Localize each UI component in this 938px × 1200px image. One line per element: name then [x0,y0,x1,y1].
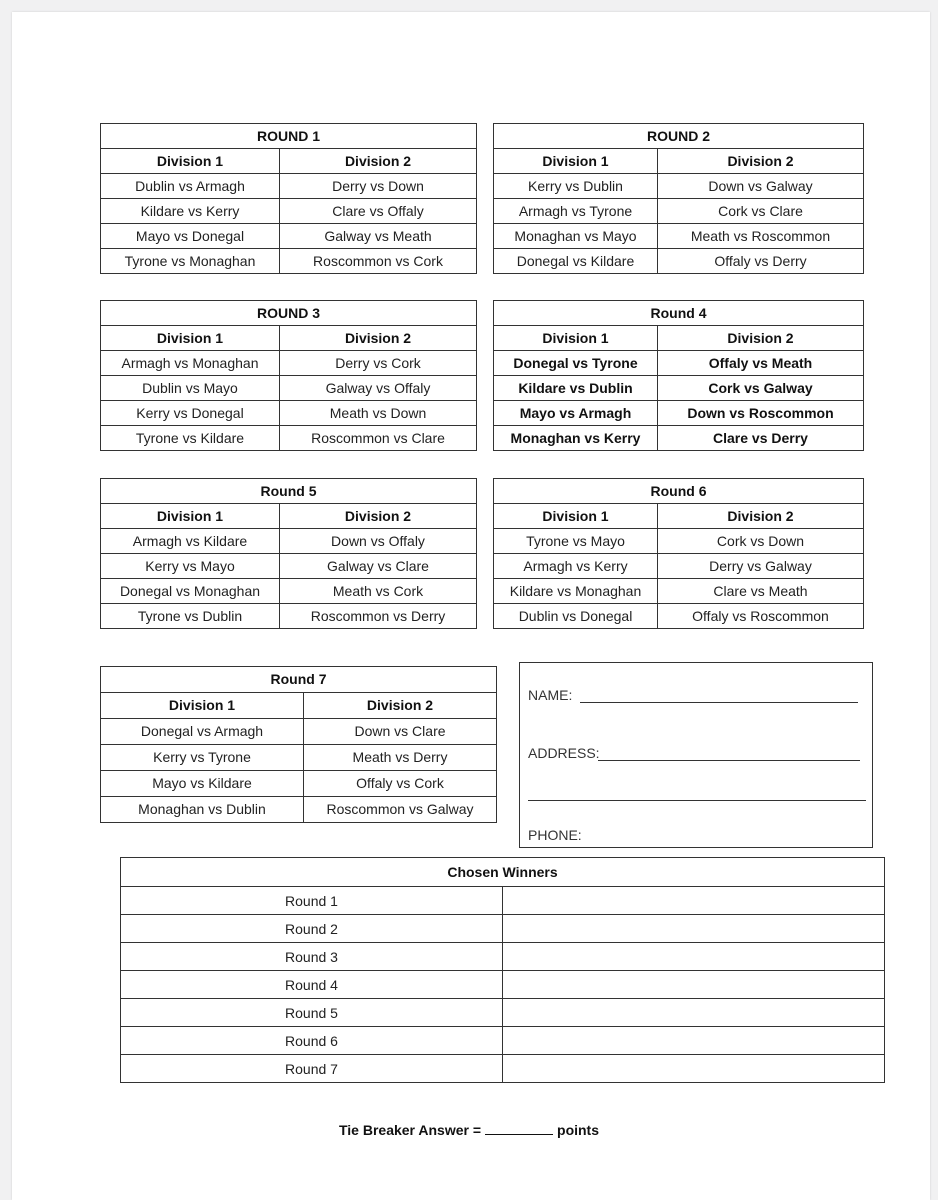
winner-entry-cell[interactable] [503,971,885,999]
fixture-div2: Down vs Offaly [280,529,477,554]
fixture-div2: Offaly vs Meath [658,351,864,376]
winner-entry-cell[interactable] [503,999,885,1027]
fixture-div1: Mayo vs Kildare [101,771,304,797]
fixture-row [101,529,477,554]
tie-breaker-answer-field[interactable] [485,1122,553,1135]
round-title: Round 7 [101,667,497,693]
fixture-div1: Tyrone vs Kildare [101,426,280,451]
fixture-row [494,604,864,629]
fixture-div2: Roscommon vs Cork [280,249,477,274]
winner-round-label: Round 1 [121,887,503,915]
winner-row [121,999,885,1027]
fixture-row [101,426,477,451]
fixture-div2: Down vs Roscommon [658,401,864,426]
fixture-div1: Donegal vs Monaghan [101,579,280,604]
fixture-div1: Dublin vs Armagh [101,174,280,199]
round-title: ROUND 3 [101,301,477,326]
winner-row [121,1055,885,1083]
fixture-row [101,797,497,823]
winner-row [121,915,885,943]
fixture-div2: Meath vs Derry [304,745,497,771]
fixture-row [101,604,477,629]
tie-breaker [0,1122,938,1138]
fixture-div2: Offaly vs Cork [304,771,497,797]
name-field[interactable] [580,702,858,703]
fixture-div1: Mayo vs Armagh [494,401,658,426]
winner-row [121,1027,885,1055]
fixture-div1: Kerry vs Mayo [101,554,280,579]
fixture-row [101,174,477,199]
round-title: Round 5 [101,479,477,504]
fixture-div2: Offaly vs Roscommon [658,604,864,629]
fixture-div2: Offaly vs Derry [658,249,864,274]
fixture-div1: Monaghan vs Mayo [494,224,658,249]
phone-label: PHONE: [528,827,582,843]
fixture-row [494,401,864,426]
fixture-row [101,719,497,745]
address-field[interactable] [598,760,860,761]
fixture-row [494,529,864,554]
name-label: NAME: [528,687,573,703]
fixture-row [494,351,864,376]
fixture-div1: Donegal vs Tyrone [494,351,658,376]
division-2-header: Division 2 [280,326,477,351]
winner-entry-cell[interactable] [503,915,885,943]
address-label: ADDRESS: [528,745,600,761]
fixture-row [101,401,477,426]
round-title: ROUND 2 [494,124,864,149]
fixture-div1: Tyrone vs Dublin [101,604,280,629]
division-2-header: Division 2 [280,149,477,174]
division-2-header: Division 2 [280,504,477,529]
fixture-div2: Galway vs Offaly [280,376,477,401]
round-5-table [100,478,477,629]
fixture-div2: Roscommon vs Clare [280,426,477,451]
chosen-winners-table [120,857,885,1083]
fixture-div1: Donegal vs Kildare [494,249,658,274]
chosen-winners-title: Chosen Winners [121,858,885,887]
fixture-div1: Tyrone vs Monaghan [101,249,280,274]
division-1-header: Division 1 [101,693,304,719]
fixture-div2: Galway vs Meath [280,224,477,249]
fixture-row [101,376,477,401]
fixture-div1: Kerry vs Donegal [101,401,280,426]
fixture-div2: Galway vs Clare [280,554,477,579]
fixture-div2: Roscommon vs Galway [304,797,497,823]
fixture-div1: Donegal vs Armagh [101,719,304,745]
fixture-row [101,554,477,579]
fixture-row [101,771,497,797]
division-1-header: Division 1 [101,326,280,351]
fixture-div2: Cork vs Down [658,529,864,554]
fixture-div1: Kildare vs Monaghan [494,579,658,604]
division-1-header: Division 1 [101,149,280,174]
fixture-row [494,579,864,604]
division-1-header: Division 1 [494,149,658,174]
round-1-table [100,123,477,274]
round-6-table [493,478,864,629]
fixture-div2: Down vs Clare [304,719,497,745]
fixture-row [101,579,477,604]
winner-round-label: Round 5 [121,999,503,1027]
fixture-div2: Meath vs Roscommon [658,224,864,249]
fixture-row [494,249,864,274]
fixture-div1: Armagh vs Kerry [494,554,658,579]
fixture-row [494,224,864,249]
fixture-div1: Armagh vs Tyrone [494,199,658,224]
winner-entry-cell[interactable] [503,1027,885,1055]
round-title: ROUND 1 [101,124,477,149]
round-7-table [100,666,497,823]
fixture-row [494,174,864,199]
fixture-div2: Cork vs Clare [658,199,864,224]
fixture-div1: Monaghan vs Dublin [101,797,304,823]
winner-round-label: Round 6 [121,1027,503,1055]
fixture-div2: Cork vs Galway [658,376,864,401]
contact-details-box [519,662,873,848]
fixture-row [101,199,477,224]
winner-entry-cell[interactable] [503,1055,885,1083]
fixture-row [494,199,864,224]
tie-breaker-label: Tie Breaker Answer = [338,1122,482,1138]
fixture-div1: Kildare vs Kerry [101,199,280,224]
fixture-row [494,376,864,401]
fixture-div2: Down vs Galway [658,174,864,199]
winner-round-label: Round 3 [121,943,503,971]
fixture-div1: Kerry vs Dublin [494,174,658,199]
fixture-row [101,224,477,249]
division-2-header: Division 2 [304,693,497,719]
fixture-div2: Clare vs Offaly [280,199,477,224]
winner-round-label: Round 2 [121,915,503,943]
fixture-div1: Armagh vs Monaghan [101,351,280,376]
winner-row [121,943,885,971]
fixture-div2: Derry vs Galway [658,554,864,579]
fixture-div1: Tyrone vs Mayo [494,529,658,554]
winner-round-label: Round 7 [121,1055,503,1083]
fixture-div2: Derry vs Down [280,174,477,199]
fixture-row [494,426,864,451]
round-4-table [493,300,864,451]
division-2-header: Division 2 [658,149,864,174]
fixture-div1: Mayo vs Donegal [101,224,280,249]
fixture-row [101,745,497,771]
winner-entry-cell[interactable] [503,887,885,915]
round-title: Round 4 [494,301,864,326]
winner-round-label: Round 4 [121,971,503,999]
fixture-row [494,554,864,579]
fixture-div1: Armagh vs Kildare [101,529,280,554]
fixture-div2: Clare vs Derry [658,426,864,451]
fixture-div2: Derry vs Cork [280,351,477,376]
division-1-header: Division 1 [101,504,280,529]
division-2-header: Division 2 [658,504,864,529]
division-1-header: Division 1 [494,504,658,529]
fixture-div1: Kerry vs Tyrone [101,745,304,771]
division-1-header: Division 1 [494,326,658,351]
winner-row [121,887,885,915]
fixture-row [101,249,477,274]
fixture-div2: Roscommon vs Derry [280,604,477,629]
winner-entry-cell[interactable] [503,943,885,971]
fixture-div2: Meath vs Cork [280,579,477,604]
round-title: Round 6 [494,479,864,504]
fixture-div2: Clare vs Meath [658,579,864,604]
fixture-div1: Monaghan vs Kerry [494,426,658,451]
tie-breaker-suffix: points [557,1122,600,1138]
fixture-div1: Dublin vs Donegal [494,604,658,629]
fixture-div2: Meath vs Down [280,401,477,426]
fixture-row [101,351,477,376]
winner-row [121,971,885,999]
round-2-table [493,123,864,274]
division-2-header: Division 2 [658,326,864,351]
fixture-div1: Kildare vs Dublin [494,376,658,401]
fixture-div1: Dublin vs Mayo [101,376,280,401]
round-3-table [100,300,477,451]
address-field-line-2[interactable] [528,800,866,801]
